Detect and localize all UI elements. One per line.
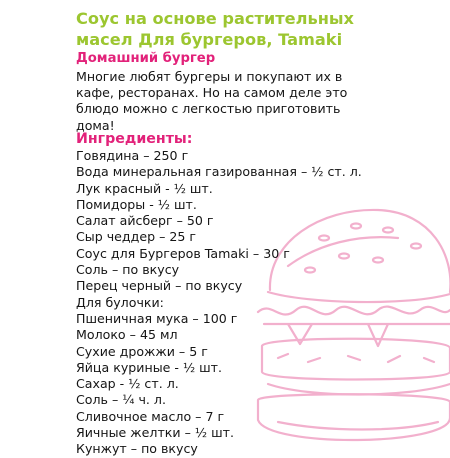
ingredient-item: Перец черный – по вкусу bbox=[76, 278, 243, 294]
recipe-subtitle: Домашний бургер bbox=[76, 51, 216, 66]
ingredient-item: Говядина – 250 г bbox=[76, 148, 189, 163]
ingredient-item: Соус для Бургеров Tamaki – 30 г bbox=[76, 245, 290, 261]
ingredient-item: Сыр чеддер – 25 г bbox=[76, 229, 197, 245]
bun-subheading: Для булочки: bbox=[76, 294, 164, 310]
ingredient-item: Помидоры - ½ шт. bbox=[76, 196, 197, 212]
intro-text: Многие любят бургеры и покупают их в кафе, ресторанах. Но на самом деле это блюдо можно с легкостью приготовить дома! bbox=[76, 69, 348, 133]
ingredient-item: Лук красный - ½ шт. bbox=[76, 180, 213, 196]
ingredient-item: Сахар - ½ ст. л. bbox=[76, 376, 179, 392]
ingredient-item: Соль – по вкусу bbox=[76, 262, 180, 278]
ingredient-item: Молоко – 45 мл bbox=[76, 327, 178, 343]
ingredient-item: Соль – ¼ ч. л. bbox=[76, 392, 166, 408]
ingredients-heading: Ингредиенты: bbox=[76, 131, 193, 147]
ingredient-item: Яичные желтки – ½ шт. bbox=[76, 425, 234, 441]
ingredient-item: Сливочное масло – 7 г bbox=[76, 408, 225, 424]
ingredient-item: Пшеничная мука – 100 г bbox=[76, 310, 238, 326]
ingredient-item: Сухие дрожжи – 5 г bbox=[76, 343, 208, 359]
page-title: Соус на основе растительных масел Для бургеров, Tamaki bbox=[76, 9, 354, 49]
ingredient-item: Вода минеральная газированная – ½ ст. л. bbox=[76, 164, 362, 180]
ingredient-item: Яйца куриные - ½ шт. bbox=[76, 359, 223, 375]
ingredients-list bbox=[76, 148, 362, 458]
ingredient-item: Салат айсберг – 50 г bbox=[76, 213, 214, 229]
ingredient-item: Кунжут – по вкусу bbox=[76, 441, 198, 457]
